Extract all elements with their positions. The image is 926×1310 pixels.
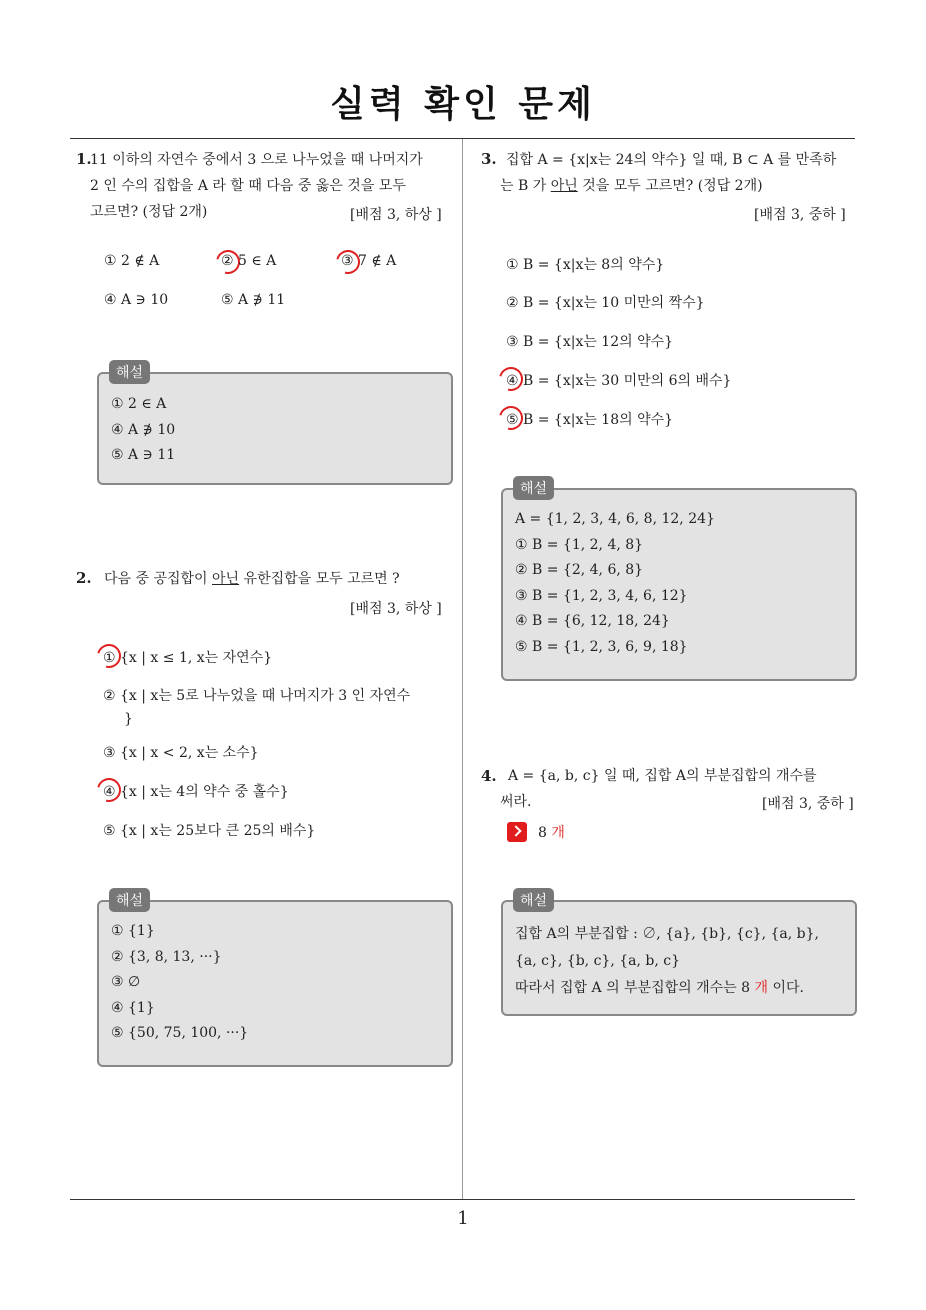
q4-explain-line2: {a, c}, {b, c}, {a, b, c} <box>515 953 680 969</box>
q3-explain-line: ③ B = {1, 2, 3, 4, 6, 12} <box>515 587 688 604</box>
q3-option-5[interactable]: ⑤ B = {x|x는 18의 약수} <box>506 412 674 428</box>
q3-option-1[interactable]: ① B = {x|x는 8의 약수} <box>506 257 665 273</box>
q1-score: [배점 3, 하상 ] <box>350 207 442 223</box>
q3-line1: 집합 A = {x|x는 24의 약수} 일 때, B ⊂ A 를 만족하 <box>506 152 837 168</box>
q2-text-underlined: 아닌 <box>212 571 240 587</box>
q2-text-pre: 다음 중 공집합이 <box>104 571 213 587</box>
q4-explain-line3-pre: 따라서 집합 A 의 부분집합의 개수는 8 <box>515 980 755 996</box>
q3-explain-line: ④ B = {6, 12, 18, 24} <box>515 613 670 629</box>
q2-explanation-box <box>97 893 453 1067</box>
q3-explain-line: ② B = {2, 4, 6, 8} <box>515 562 644 578</box>
q4-line1: A = {a, b, c} 일 때, 집합 A의 부분집합의 개수를 <box>508 768 817 784</box>
q3-explain-line: ① B = {1, 2, 4, 8} <box>515 536 644 553</box>
q4-number: 4. <box>481 767 497 785</box>
q1-number: 1. <box>76 150 92 168</box>
q1-explain-line: ① 2 ∈ A <box>111 396 167 412</box>
q2-explain-line: ⑤ {50, 75, 100, ···} <box>111 1025 249 1041</box>
q4-explain-line3-post: 이다. <box>768 980 804 996</box>
q1-explanation-box <box>97 365 453 485</box>
q2-explain-line: ① {1} <box>111 923 155 939</box>
q3-option-3[interactable]: ③ B = {x|x는 12의 약수} <box>506 334 674 350</box>
q2-explain-line: ④ {1} <box>111 999 155 1016</box>
q2-explain-line: ③ ∅ <box>111 974 141 990</box>
q2-option-1[interactable]: ① {x | x ≤ 1, x는 자연수} <box>103 650 273 666</box>
q4-line2: 써라. <box>500 794 532 810</box>
q1-option-1[interactable]: ① 2 ∉ A <box>104 253 160 269</box>
q1-option-2[interactable]: ② 5 ∈ A <box>221 253 277 269</box>
q3-line2-post: 것을 모두 고르면? (정답 2개) <box>577 178 763 194</box>
q4-explain-line3 <box>515 975 819 1002</box>
page-title: 실력 확인 문제 <box>330 84 596 125</box>
explanation-tag: 해설 <box>109 360 150 384</box>
page-number: 1 <box>457 1208 469 1229</box>
answer-arrow-icon <box>507 822 527 842</box>
q2-score: [배점 3, 하상 ] <box>350 601 442 617</box>
q2-option-4[interactable]: ④ {x | x는 4의 약수 중 홀수} <box>103 784 289 800</box>
explanation-tag: 해설 <box>513 476 554 500</box>
explanation-tag: 해설 <box>109 888 150 912</box>
q3-line2-underlined: 아닌 <box>550 178 578 194</box>
column-divider <box>462 139 463 1200</box>
q2-number: 2. <box>76 569 92 587</box>
q3-explain-line: A = {1, 2, 3, 4, 6, 8, 12, 24} <box>515 511 715 527</box>
q2-option-3[interactable]: ③ {x | x < 2, x는 소수} <box>103 745 259 761</box>
q4-score: [배점 3, 중하 ] <box>762 796 854 812</box>
q3-score: [배점 3, 중하 ] <box>754 207 846 223</box>
q1-explain-line: ④ A ∌ 10 <box>111 421 176 438</box>
explanation-tag: 해설 <box>513 888 554 912</box>
q3-option-4[interactable]: ④ B = {x|x는 30 미만의 6의 배수} <box>506 373 732 389</box>
q2-option-2-cont: } <box>124 711 133 727</box>
q2-question <box>104 566 400 592</box>
q4-answer-unit: 개 <box>551 825 565 841</box>
q2-explain-line: ② {3, 8, 13, ···} <box>111 948 222 965</box>
q4-explain-line1: 집합 A의 부분집합 : ∅, {a}, {b}, {c}, {a, b}, <box>515 926 819 942</box>
q1-option-3[interactable]: ③ 7 ∉ A <box>341 253 397 269</box>
q3-explain-line: ⑤ B = {1, 2, 3, 6, 9, 18} <box>515 638 688 655</box>
q3-number: 3. <box>481 150 497 168</box>
q3-line2-pre: 는 B 가 <box>500 178 551 194</box>
q4-explain-line3-unit: 개 <box>754 980 769 996</box>
bottom-rule <box>70 1199 855 1200</box>
q4-answer-number: 8 <box>538 825 552 841</box>
q4-explanation-box <box>501 893 857 1016</box>
q1-option-5[interactable]: ⑤ A ∌ 11 <box>221 292 286 308</box>
q1-explain-line: ⑤ A ∋ 11 <box>111 447 176 463</box>
q4-answer <box>538 822 565 842</box>
q3-option-2[interactable]: ② B = {x|x는 10 미만의 짝수} <box>506 295 705 311</box>
q3-line2 <box>500 173 763 199</box>
q1-line3: 고르면? (정답 2개) <box>90 204 208 220</box>
q3-explanation-box <box>501 481 857 681</box>
q1-line1: 11 이하의 자연수 중에서 3 으로 나누었을 때 나머지가 <box>90 152 423 168</box>
q1-option-4[interactable]: ④ A ∋ 10 <box>104 292 169 308</box>
q2-text-post: 유한집합을 모두 고르면 ? <box>239 571 400 587</box>
q2-option-5[interactable]: ⑤ {x | x는 25보다 큰 25의 배수} <box>103 823 316 839</box>
q1-line2: 2 인 수의 집합을 A 라 할 때 다음 중 옳은 것을 모두 <box>90 178 406 194</box>
q2-option-2[interactable]: ② {x | x는 5로 나누었을 때 나머지가 3 인 자연수 <box>103 688 411 704</box>
